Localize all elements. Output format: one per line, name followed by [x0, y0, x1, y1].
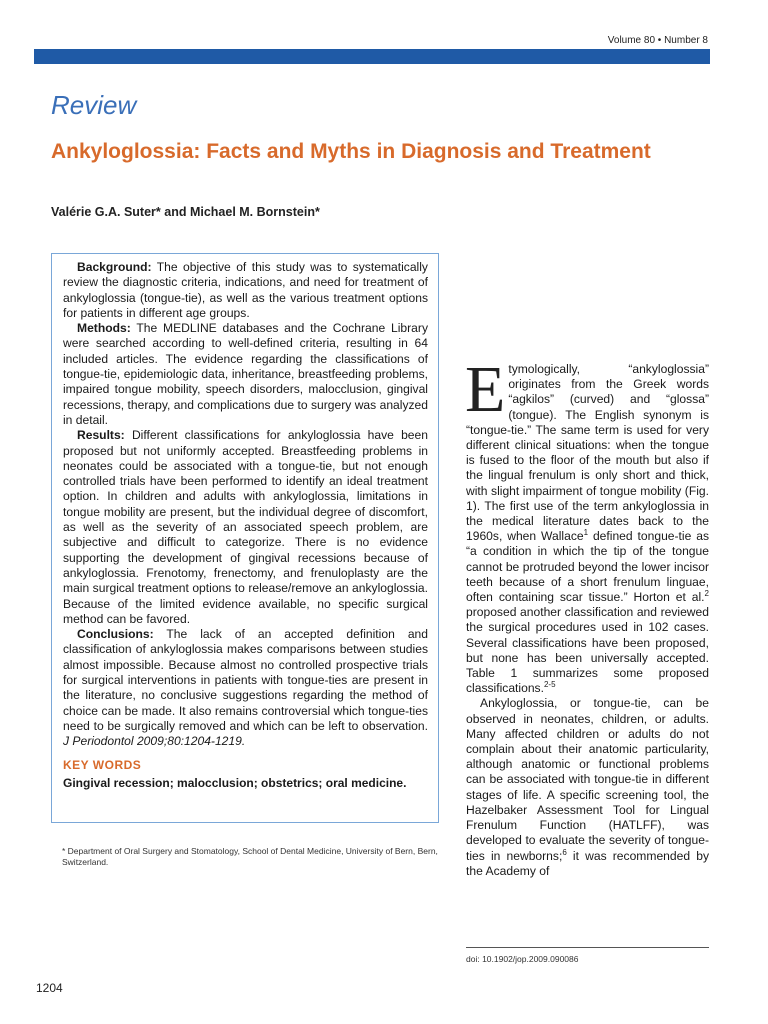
abstract-box [51, 253, 439, 823]
author-list: Valérie G.A. Suter* and Michael M. Bornstein* [51, 205, 320, 219]
section-label: Review [51, 90, 137, 120]
page-number: 1204 [36, 981, 63, 995]
p2-part-a: Ankyloglossia, or tongue-tie, can be observed in neonates, children, or adults. Many affected children or adults do not complain about their anatomic particularity, although anatomic or functional problems can be associated with tongue-tie in different stages of life. A specific screening tool, the Hazelbaker Assessment Tool for Lingual Frenulum Function (HATLFF), was developed to evaluate the severity of tongue-ties in newborns; [466, 696, 709, 863]
affiliation-footnote: * Department of Oral Surgery and Stomatology, School of Dental Medicine, University of Bern, Bern, Switzerland. [62, 846, 438, 867]
keywords-list: Gingival recession; malocclusion; obstetrics; oral medicine. [63, 775, 407, 790]
abstract-conclusions [63, 627, 428, 749]
reference-2: 2 [704, 589, 709, 599]
doi-text: doi: 10.1902/jop.2009.090086 [466, 954, 579, 964]
p1-part-b: defined tongue-tie as “a condition in which the tip of the tongue cannot be protruded beyond the lower incisor teeth because of a short frenulum linguae, often containing scar tissue.” Horton et al. [466, 529, 709, 605]
conclusions-label: Conclusions: [77, 627, 154, 642]
abstract-results [63, 428, 428, 627]
keywords-heading: KEY WORDS [63, 757, 142, 772]
p2-part-b: it was recommended by the Academy of [466, 848, 709, 878]
p1-part-c: proposed another classification and reviewed the surgical procedures used in 102 cases. Several classifications have been proposed, but none has been universally accepted. Table 1 summarizes some proposed classifications. [466, 605, 709, 696]
results-label: Results: [77, 428, 125, 443]
reference-3: 2-5 [543, 680, 556, 690]
background-label: Background: [77, 260, 152, 274]
header-bar [34, 49, 710, 64]
body-paragraph-1 [465, 353, 709, 696]
conclusions-text: The lack of an accepted definition and classification of ankyloglossia makes comparisons between studies almost impossible. Because almost no controlled prospective trials for surgical interventions in patients with tongue-ties are present in the literature, no conclusive suggestions regarding the method of choice can be made. It also remains controversial which tongue-ties need to be surgically removed and which can be left to observation. [63, 627, 428, 733]
abstract-methods [63, 321, 428, 428]
article-title: Ankyloglossia: Facts and Myths in Diagnosis and Treatment [51, 140, 651, 163]
body-paragraph-2 [466, 696, 709, 878]
abstract-background [63, 260, 428, 321]
reference-4: 6 [562, 847, 567, 857]
drop-cap: E [465, 353, 506, 426]
p1-part-a: tymologically, “ankyloglossia” originates from the Greek words “agkilos” (curved) and “glossa” (tongue). The English synonym is “tongue-tie.” The same term is used for very different clinical situations: when the tongue is fused to the floor of the mouth but also if the lingual frenulum is only short and thick, with slight impairment of tongue mobility (Fig. 1). The first use of the term ankyloglossia in the medical literature dates back to the 1960s, when Wallace [466, 362, 709, 544]
journal-volume-number: Volume 80 • Number 8 [607, 35, 708, 46]
methods-label: Methods: [77, 321, 131, 336]
methods-text: The MEDLINE databases and the Cochrane Library were searched according to well-defined criteria, resulting in 64 included articles. The evidence regarding the classifications of tongue-tie, epidemiologic data, inheritance, breastfeeding problems, impaired tongue mobility, speech disorders, malocclusion, gingival recessions, therapy, and complications due to surgery was analyzed in detail. [63, 321, 428, 427]
reference-1: 1 [583, 528, 589, 538]
doi-divider [466, 947, 709, 948]
citation: J Periodontol 2009;80:1204-1219. [63, 734, 246, 749]
results-text: Different classifications for ankyloglossia have been proposed but not uniformly accepted. Breastfeeding problems in neonates could be associated with a tongue-tie, but not enough controlled trials have been performed to identify an ideal treatment option. In children and adults with ankyloglossia, limitations in tongue mobility are present, but the individual degree of discomfort, as well as the severity of an associated speech problem, are subjective and difficult to categorize. There is no evidence supporting the development of gingival recessions because of ankyloglossia. Frenotomy, frenectomy, and frenuloplasty are the main surgical treatment options to release/remove an ankyloglossia. Because of the limited evidence available, no specific surgical method can be favored. [63, 428, 428, 626]
background-text: The objective of this study was to systematically review the diagnostic criteria, indications, and need for treatment of ankyloglossia (tongue-tie), as well as the various treatment options for patients in different age groups. [63, 260, 428, 320]
body-text-column [465, 353, 709, 879]
